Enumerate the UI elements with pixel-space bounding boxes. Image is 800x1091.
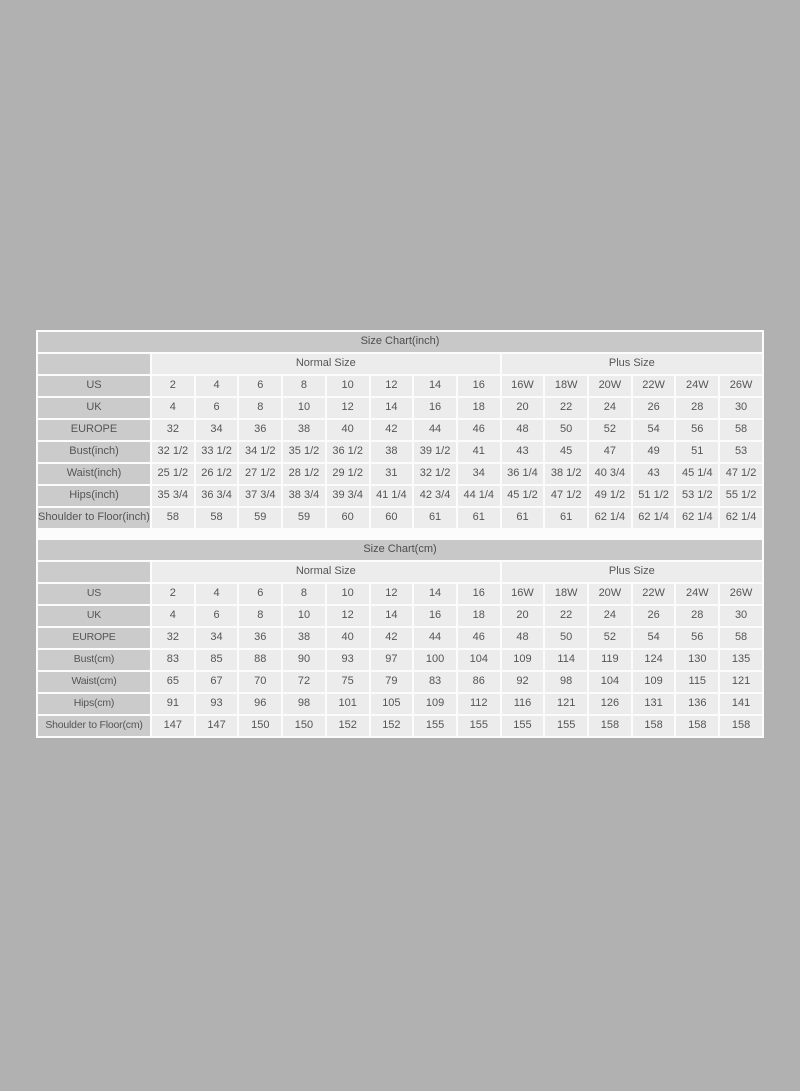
size-value-cell: 121 (545, 694, 587, 714)
size-value-cell: 85 (196, 650, 238, 670)
table-title-row (38, 540, 762, 560)
size-value-cell: 24W (676, 376, 718, 396)
size-value-cell: 14 (414, 376, 456, 396)
size-value-cell: 26 (633, 398, 675, 418)
size-value-cell: 61 (545, 508, 587, 528)
size-value-cell: 155 (414, 716, 456, 736)
size-value-cell: 45 1/2 (502, 486, 544, 506)
size-value-cell: 83 (414, 672, 456, 692)
table-title-row (38, 332, 762, 352)
size-value-cell: 51 (676, 442, 718, 462)
size-value-cell: 50 (545, 420, 587, 440)
size-value-cell: 32 1/2 (414, 464, 456, 484)
size-value-cell: 44 (414, 628, 456, 648)
size-value-cell: 4 (152, 398, 194, 418)
size-value-cell: 39 3/4 (327, 486, 369, 506)
table-row (38, 398, 762, 418)
size-value-cell: 62 1/4 (720, 508, 762, 528)
row-label: Waist(inch) (38, 464, 150, 484)
size-value-cell: 41 (458, 442, 500, 462)
size-value-cell: 28 (676, 606, 718, 626)
size-value-cell: 62 1/4 (589, 508, 631, 528)
row-label: Shoulder to Floor(cm) (38, 716, 150, 736)
size-value-cell: 53 1/2 (676, 486, 718, 506)
size-value-cell: 16 (458, 584, 500, 604)
row-label: EUROPE (38, 420, 150, 440)
size-value-cell: 141 (720, 694, 762, 714)
size-value-cell: 86 (458, 672, 500, 692)
size-value-cell: 67 (196, 672, 238, 692)
size-value-cell: 47 1/2 (720, 464, 762, 484)
group-header: Plus Size (502, 562, 762, 582)
row-label: Hips(inch) (38, 486, 150, 506)
group-header: Normal Size (152, 562, 500, 582)
size-value-cell: 43 (633, 464, 675, 484)
size-value-cell: 58 (720, 628, 762, 648)
table-row (38, 376, 762, 396)
size-value-cell: 60 (327, 508, 369, 528)
size-value-cell: 10 (327, 376, 369, 396)
row-label: Hips(cm) (38, 694, 150, 714)
size-value-cell: 109 (414, 694, 456, 714)
size-value-cell: 55 1/2 (720, 486, 762, 506)
size-value-cell: 65 (152, 672, 194, 692)
size-value-cell: 27 1/2 (239, 464, 281, 484)
size-value-cell: 147 (152, 716, 194, 736)
size-value-cell: 16W (502, 376, 544, 396)
size-value-cell: 20W (589, 584, 631, 604)
size-value-cell: 22 (545, 398, 587, 418)
size-value-cell: 22W (633, 584, 675, 604)
size-value-cell: 150 (239, 716, 281, 736)
size-value-cell: 8 (239, 606, 281, 626)
size-value-cell: 30 (720, 398, 762, 418)
size-value-cell: 42 (371, 420, 413, 440)
size-value-cell: 49 (633, 442, 675, 462)
size-value-cell: 32 (152, 420, 194, 440)
size-value-cell: 12 (371, 376, 413, 396)
size-value-cell: 34 (196, 628, 238, 648)
size-value-cell: 6 (196, 398, 238, 418)
size-value-cell: 97 (371, 650, 413, 670)
size-value-cell: 91 (152, 694, 194, 714)
size-value-cell: 58 (720, 420, 762, 440)
size-value-cell: 112 (458, 694, 500, 714)
size-value-cell: 14 (371, 398, 413, 418)
size-value-cell: 115 (676, 672, 718, 692)
size-value-cell: 38 (283, 628, 325, 648)
size-value-cell: 24 (589, 606, 631, 626)
size-value-cell: 114 (545, 650, 587, 670)
size-value-cell: 12 (371, 584, 413, 604)
size-value-cell: 35 3/4 (152, 486, 194, 506)
size-value-cell: 32 1/2 (152, 442, 194, 462)
size-value-cell: 37 3/4 (239, 486, 281, 506)
table-row (38, 486, 762, 506)
size-value-cell: 36 (239, 628, 281, 648)
row-label: Bust(cm) (38, 650, 150, 670)
size-value-cell: 152 (371, 716, 413, 736)
size-value-cell: 26W (720, 376, 762, 396)
size-value-cell: 93 (196, 694, 238, 714)
table-row (38, 628, 762, 648)
table-row (38, 420, 762, 440)
size-value-cell: 109 (502, 650, 544, 670)
size-value-cell: 6 (196, 606, 238, 626)
group-header: Plus Size (502, 354, 762, 374)
size-value-cell: 158 (633, 716, 675, 736)
row-label: Bust(inch) (38, 442, 150, 462)
size-value-cell: 98 (545, 672, 587, 692)
size-value-cell: 126 (589, 694, 631, 714)
size-value-cell: 119 (589, 650, 631, 670)
size-value-cell: 105 (371, 694, 413, 714)
size-value-cell: 60 (371, 508, 413, 528)
size-value-cell: 135 (720, 650, 762, 670)
size-value-cell: 12 (327, 398, 369, 418)
size-value-cell: 39 1/2 (414, 442, 456, 462)
size-value-cell: 4 (152, 606, 194, 626)
size-value-cell: 10 (283, 398, 325, 418)
size-value-cell: 75 (327, 672, 369, 692)
size-value-cell: 45 (545, 442, 587, 462)
size-chart-panel (36, 330, 764, 738)
size-value-cell: 104 (589, 672, 631, 692)
size-value-cell: 155 (458, 716, 500, 736)
size-value-cell: 152 (327, 716, 369, 736)
size-value-cell: 136 (676, 694, 718, 714)
size-value-cell: 36 1/4 (502, 464, 544, 484)
size-value-cell: 12 (327, 606, 369, 626)
size-value-cell: 24W (676, 584, 718, 604)
size-value-cell: 38 1/2 (545, 464, 587, 484)
size-value-cell: 14 (414, 584, 456, 604)
size-value-cell: 22W (633, 376, 675, 396)
size-value-cell: 158 (720, 716, 762, 736)
size-value-cell: 8 (283, 584, 325, 604)
size-value-cell: 2 (152, 584, 194, 604)
size-value-cell: 51 1/2 (633, 486, 675, 506)
row-label: EUROPE (38, 628, 150, 648)
size-value-cell: 104 (458, 650, 500, 670)
size-value-cell: 2 (152, 376, 194, 396)
size-value-cell: 26W (720, 584, 762, 604)
size-value-cell: 10 (327, 584, 369, 604)
size-value-cell: 44 (414, 420, 456, 440)
size-value-cell: 56 (676, 420, 718, 440)
size-value-cell: 58 (152, 508, 194, 528)
size-value-cell: 36 3/4 (196, 486, 238, 506)
size-value-cell: 70 (239, 672, 281, 692)
size-value-cell: 48 (502, 420, 544, 440)
size-value-cell: 30 (720, 606, 762, 626)
size-value-cell: 16 (414, 398, 456, 418)
size-value-cell: 47 1/2 (545, 486, 587, 506)
row-label: US (38, 376, 150, 396)
size-value-cell: 8 (239, 398, 281, 418)
size-value-cell: 155 (545, 716, 587, 736)
size-value-cell: 79 (371, 672, 413, 692)
size-value-cell: 147 (196, 716, 238, 736)
size-value-cell: 40 (327, 628, 369, 648)
size-value-cell: 90 (283, 650, 325, 670)
size-value-cell: 46 (458, 628, 500, 648)
size-value-cell: 38 (283, 420, 325, 440)
size-value-cell: 45 1/4 (676, 464, 718, 484)
group-header-row (38, 354, 762, 374)
size-value-cell: 18W (545, 584, 587, 604)
size-value-cell: 38 3/4 (283, 486, 325, 506)
size-value-cell: 96 (239, 694, 281, 714)
size-value-cell: 18 (458, 398, 500, 418)
size-value-cell: 48 (502, 628, 544, 648)
table-row (38, 716, 762, 736)
size-value-cell: 59 (239, 508, 281, 528)
size-value-cell: 16W (502, 584, 544, 604)
size-value-cell: 20 (502, 606, 544, 626)
size-value-cell: 25 1/2 (152, 464, 194, 484)
size-value-cell: 88 (239, 650, 281, 670)
size-value-cell: 130 (676, 650, 718, 670)
table-row (38, 694, 762, 714)
size-value-cell: 47 (589, 442, 631, 462)
size-value-cell: 54 (633, 420, 675, 440)
size-value-cell: 150 (283, 716, 325, 736)
size-value-cell: 109 (633, 672, 675, 692)
size-value-cell: 24 (589, 398, 631, 418)
row-label: Waist(cm) (38, 672, 150, 692)
table-row (38, 464, 762, 484)
table-row (38, 508, 762, 528)
size-value-cell: 18 (458, 606, 500, 626)
size-value-cell: 131 (633, 694, 675, 714)
size-value-cell: 43 (502, 442, 544, 462)
size-value-cell: 158 (589, 716, 631, 736)
size-value-cell: 34 (196, 420, 238, 440)
size-value-cell: 34 1/2 (239, 442, 281, 462)
table-row (38, 584, 762, 604)
size-value-cell: 26 1/2 (196, 464, 238, 484)
table-row (38, 442, 762, 462)
size-value-cell: 93 (327, 650, 369, 670)
row-label: US (38, 584, 150, 604)
size-value-cell: 34 (458, 464, 500, 484)
size-value-cell: 100 (414, 650, 456, 670)
size-value-cell: 155 (502, 716, 544, 736)
size-value-cell: 49 1/2 (589, 486, 631, 506)
table-row (38, 650, 762, 670)
size-value-cell: 52 (589, 420, 631, 440)
table-title: Size Chart(cm) (38, 540, 762, 560)
corner-cell (38, 354, 150, 374)
size-value-cell: 116 (502, 694, 544, 714)
size-value-cell: 58 (196, 508, 238, 528)
size-value-cell: 121 (720, 672, 762, 692)
size-value-cell: 40 (327, 420, 369, 440)
size-value-cell: 52 (589, 628, 631, 648)
size-value-cell: 62 1/4 (676, 508, 718, 528)
size-value-cell: 42 (371, 628, 413, 648)
size-value-cell: 20W (589, 376, 631, 396)
size-value-cell: 53 (720, 442, 762, 462)
size-value-cell: 158 (676, 716, 718, 736)
row-label: UK (38, 606, 150, 626)
table-row (38, 672, 762, 692)
size-value-cell: 22 (545, 606, 587, 626)
size-value-cell: 62 1/4 (633, 508, 675, 528)
size-value-cell: 101 (327, 694, 369, 714)
size-value-cell: 36 (239, 420, 281, 440)
size-value-cell: 83 (152, 650, 194, 670)
size-value-cell: 10 (283, 606, 325, 626)
table-row (38, 606, 762, 626)
size-value-cell: 20 (502, 398, 544, 418)
size-value-cell: 4 (196, 584, 238, 604)
size-value-cell: 50 (545, 628, 587, 648)
size-value-cell: 36 1/2 (327, 442, 369, 462)
size-value-cell: 28 1/2 (283, 464, 325, 484)
size-value-cell: 92 (502, 672, 544, 692)
row-label: Shoulder to Floor(inch) (38, 508, 150, 528)
size-value-cell: 54 (633, 628, 675, 648)
size-value-cell: 42 3/4 (414, 486, 456, 506)
size-value-cell: 26 (633, 606, 675, 626)
size-value-cell: 46 (458, 420, 500, 440)
size-value-cell: 18W (545, 376, 587, 396)
size-value-cell: 16 (414, 606, 456, 626)
size-value-cell: 124 (633, 650, 675, 670)
size-value-cell: 61 (458, 508, 500, 528)
size-value-cell: 56 (676, 628, 718, 648)
group-header: Normal Size (152, 354, 500, 374)
size-value-cell: 98 (283, 694, 325, 714)
group-header-row (38, 562, 762, 582)
size-chart-inch-table (36, 330, 764, 530)
size-value-cell: 59 (283, 508, 325, 528)
size-value-cell: 6 (239, 584, 281, 604)
size-value-cell: 38 (371, 442, 413, 462)
size-value-cell: 8 (283, 376, 325, 396)
size-value-cell: 61 (502, 508, 544, 528)
corner-cell (38, 562, 150, 582)
size-value-cell: 61 (414, 508, 456, 528)
size-value-cell: 4 (196, 376, 238, 396)
size-value-cell: 72 (283, 672, 325, 692)
size-value-cell: 6 (239, 376, 281, 396)
row-label: UK (38, 398, 150, 418)
size-value-cell: 31 (371, 464, 413, 484)
size-value-cell: 33 1/2 (196, 442, 238, 462)
table-title: Size Chart(inch) (38, 332, 762, 352)
size-value-cell: 14 (371, 606, 413, 626)
size-value-cell: 29 1/2 (327, 464, 369, 484)
size-value-cell: 41 1/4 (371, 486, 413, 506)
size-value-cell: 44 1/4 (458, 486, 500, 506)
size-value-cell: 28 (676, 398, 718, 418)
size-value-cell: 32 (152, 628, 194, 648)
size-chart-cm-table (36, 538, 764, 738)
size-value-cell: 35 1/2 (283, 442, 325, 462)
size-value-cell: 16 (458, 376, 500, 396)
size-value-cell: 40 3/4 (589, 464, 631, 484)
